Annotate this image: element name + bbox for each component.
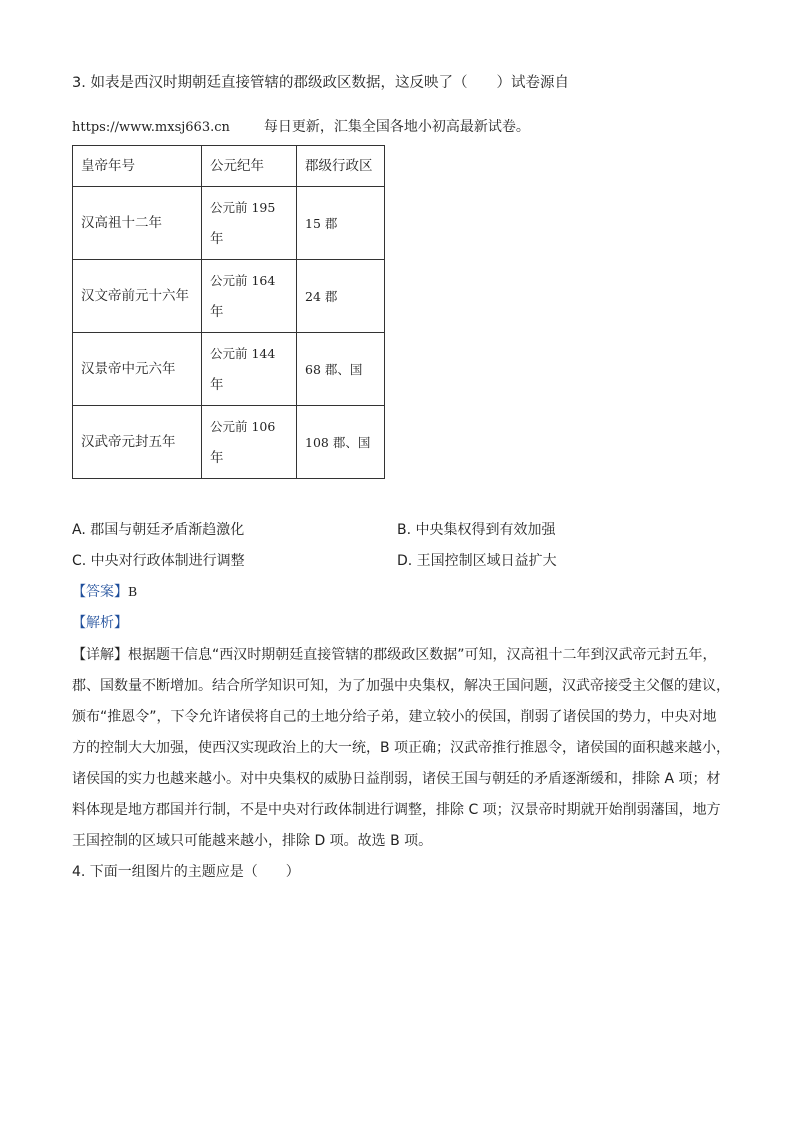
cell-units: 15 郡 [297,187,385,260]
question-4-stem: 4. 下面一组图片的主题应是（ ） [72,864,300,880]
detail-line: 料体现是地方郡国并行制，不是中央对行政体制进行调整，排除 C 项；汉景帝时期就开始削弱藩国，地方 [72,802,721,818]
cell-reign: 汉文帝前元十六年 [73,260,202,333]
analysis-label: 【解析】 [72,615,128,631]
year-line-2: 年 [210,230,224,247]
cell-year [202,260,297,333]
source-line [72,116,530,136]
cell-year [202,333,297,406]
year-line-2: 年 [210,376,224,393]
table-row [73,187,385,260]
cell-year [202,187,297,260]
answer-label: 【答案】 [72,584,128,600]
detail-text: 根据题干信息“西汉时期朝廷直接管辖的郡级政区数据”可知，汉高祖十二年到汉武帝元封五年， [128,647,717,663]
detail-label: 【详解】 [72,647,128,663]
table-row [73,406,385,479]
source-note: 每日更新，汇集全国各地小初高最新试卷。 [263,119,530,135]
header-year: 公元纪年 [202,146,297,187]
option-a[interactable]: A. 郡国与朝廷矛盾渐趋激化 [72,522,245,538]
year-line-2: 年 [210,303,224,320]
option-c[interactable]: C. 中央对行政体制进行调整 [72,553,245,569]
option-b[interactable]: B. 中央集权得到有效加强 [397,522,556,538]
cell-units: 24 郡 [297,260,385,333]
detail-line: 方的控制大大加强，使西汉实现政治上的大一统，B 项正确；汉武帝推行推恩令，诸侯国的面积越来越小， [72,740,731,756]
cell-units: 108 郡、国 [297,406,385,479]
answer-line [72,581,137,601]
detail-paragraph [72,640,732,857]
option-d[interactable]: D. 王国控制区域日益扩大 [397,553,557,569]
year-line-1: 公元前 164 [210,272,276,288]
table-row [73,260,385,333]
header-reign: 皇帝年号 [73,146,202,187]
year-line-2: 年 [210,449,224,466]
detail-line: 诸侯国的实力也越来越小。对中央集权的威胁日益削弱，诸侯王国与朝廷的矛盾逐渐缓和，排除 A 项；材 [72,771,721,787]
detail-line: 王国控制的区域只可能越来越小，排除 D 项。故选 B 项。 [72,833,433,849]
detail-line [72,640,732,671]
source-url[interactable]: https://www.mxsj663.cn [72,120,230,135]
cell-year [202,406,297,479]
header-units: 郡级行政区 [297,146,385,187]
year-line-1: 公元前 144 [210,345,276,361]
answer-value: B [128,584,138,599]
year-line-1: 公元前 106 [210,418,276,434]
table-row [73,333,385,406]
table-header-row [73,146,385,187]
cell-reign: 汉高祖十二年 [73,187,202,260]
detail-line: 颁布“推恩令”，下令允许诸侯将自己的土地分给子弟，建立较小的侯国，削弱了诸侯国的势力，中央对地 [72,709,717,725]
cell-units: 68 郡、国 [297,333,385,406]
question-3-stem: 3. 如表是西汉时期朝廷直接管辖的郡级政区数据，这反映了（ ）试卷源自 [72,75,569,91]
detail-line: 郡、国数量不断增加。结合所学知识可知，为了加强中央集权，解决王国问题，汉武帝接受主父偃的建议， [72,678,730,694]
cell-reign: 汉武帝元封五年 [73,406,202,479]
cell-reign: 汉景帝中元六年 [73,333,202,406]
prefecture-data-table [72,145,385,479]
year-line-1: 公元前 195 [210,199,276,215]
